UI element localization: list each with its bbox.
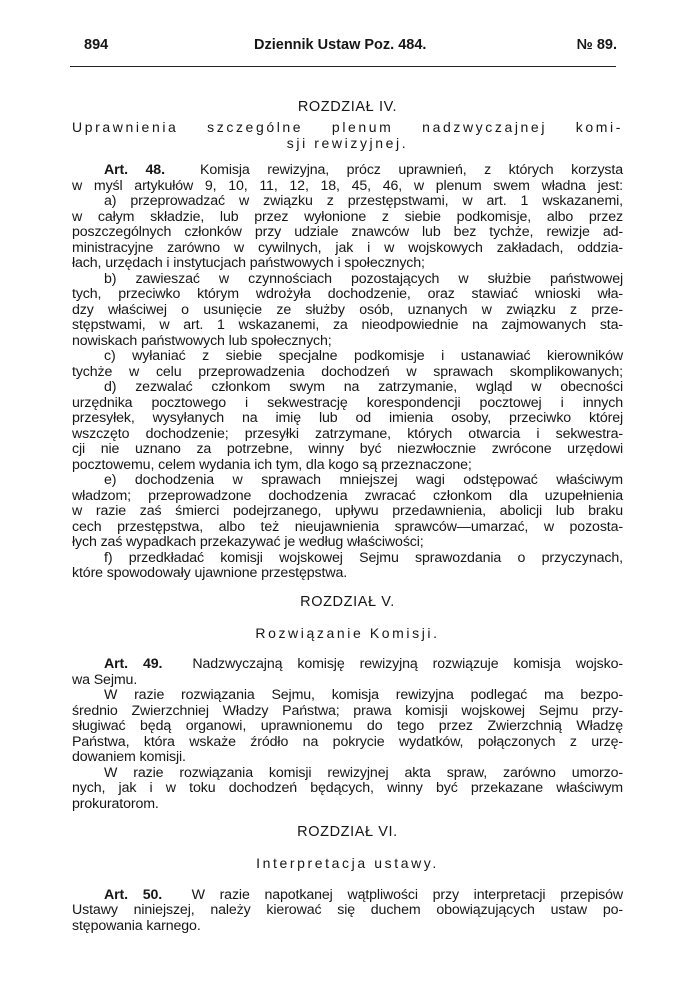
- journal-title: Dziennik Ustaw Poz. 484.: [254, 37, 427, 53]
- article-line: Państwa, która wskaże źródło na pokrycie wydatków, połączonych z urzę-: [72, 733, 623, 750]
- article-line: władzom; przeprowadzone dochodzenia zwracać członkom dla uzupełnienia: [72, 487, 623, 504]
- article-50: [72, 888, 623, 935]
- article-line: sługiwać będą organowi, uprawnionemu do tego przez Zwierzchnią Władzę: [72, 718, 623, 734]
- page-header: [84, 34, 617, 56]
- issue-number: № 89.: [576, 37, 617, 53]
- article-line: w razie zaś śmierci podejrzanego, upływu przedawnienia, abolicji lub braku: [72, 503, 623, 519]
- article-line: urzędnika pocztowego i sekwestrację korespondencji pocztowej i innych: [72, 394, 623, 411]
- article-line: poszczególnych członków przy udziale znawców lub bez tychże, rewizje ad-: [72, 224, 623, 240]
- chapter-v-heading: ROZDZIAŁ V.: [300, 593, 395, 610]
- article-line: f) przedkładać komisji wojskowej Sejmu sprawozdania o przyczynach,: [104, 549, 623, 566]
- article-line: W razie rozwiązania Sejmu, komisja rewizyjna podlegać ma bezpo-: [104, 687, 623, 703]
- article-line: cech przestępstwa, albo też nieujawnienia sprawców—umarzać, w pozosta-: [72, 518, 623, 535]
- article-line: prokuratorom.: [72, 795, 159, 812]
- chapter-iv-heading: ROZDZIAŁ IV.: [297, 99, 398, 115]
- article-line: e) dochodzenia w sprawach mniejszej wagi odstępować właściwym: [104, 472, 623, 488]
- article-line: W razie rozwiązania komisji rewizyjnej akta spraw, zarówno umorzo-: [104, 764, 623, 781]
- article-line: dzy właściwej o usunięcie ze służby osób, uznanych w związku z prze-: [72, 301, 623, 318]
- article-line: stępowania karnego.: [72, 917, 201, 934]
- article-line: Ustawy niniejszej, należy kierować się duchem obowiązujących ustaw po-: [72, 902, 623, 918]
- article-line: a) przeprowadzać w związku z przestępstwami, w art. 1 wskazanemi,: [104, 193, 623, 209]
- article-line: przesyłek, wysyłanych na imię lub od imienia osoby, przeciwko której: [72, 410, 623, 426]
- page-number: 894: [84, 37, 109, 53]
- chapter-v-title: Rozwiązanie Komisji.: [255, 624, 440, 641]
- article-line: łach, urzędach i instytucjach państwowych i społecznych;: [72, 255, 425, 271]
- article-line: które spowodowały ujawnione przestępstwa.: [72, 565, 348, 581]
- article-line: tych, przeciwko którym wdrożyła dochodzenie, oraz stawiać wnioski wła-: [72, 286, 623, 302]
- article-line: wszczęto dochodzenie; przesyłki zatrzymane, których otwarcia i sekwestra-: [72, 425, 623, 442]
- article-line: w całym składzie, lub przez wyłonione z siebie podkomisje, albo przez: [72, 208, 623, 225]
- article-line: nowiskach państwowych lub społecznych;: [72, 332, 332, 349]
- article-line: b) zawieszać w czynnościach pozostających w służbie państwowej: [104, 270, 623, 287]
- article-line: Art. 50. W razie napotkanej wątpliwości przy interpretacji przepisów: [104, 886, 623, 903]
- document-body: [72, 98, 623, 934]
- chapter-iv-title-line: Uprawnienia szczególne plenum nadzwyczajnej komi-: [72, 119, 623, 135]
- article-line: ministracyjne zarówno w cywilnych, jak i w wojskowych zakładach, oddzia-: [72, 239, 623, 256]
- article-48-label: Art. 48.: [104, 162, 165, 178]
- article-line: nych, jak i w toku dochodzeń będących, winny być przekazane właściwym: [72, 780, 623, 796]
- article-line: c) wyłaniać z siebie specjalne podkomisje i ustanawiać kierowników: [104, 348, 623, 364]
- chapter-vi-title: Interpretacja ustawy.: [256, 855, 439, 871]
- article-line: łych zaś wypadkach przekazywać je według właściwości;: [72, 534, 424, 550]
- chapter-iv-title: [72, 119, 623, 150]
- chapter-vi-heading: ROZDZIAŁ VI.: [297, 824, 398, 840]
- article-line: Art. 49. Nadzwyczajną komisję rewizyjną rozwiązuje komisja wojsko-: [104, 656, 623, 672]
- article-line: tychże w celu przeprowadzenia dochodzeń w sprawach skomplikowanych;: [72, 363, 623, 380]
- article-line: dowaniem komisji.: [72, 749, 186, 765]
- header-rule: [70, 66, 616, 67]
- article-line: pocztowemu, celem wydania ich tym, dla kogo są przeznaczone;: [72, 456, 472, 473]
- article-49: [72, 657, 623, 812]
- article-line: średnio Zwierzchniej Władzy Państwa; prawa komisji wojskowej Sejmu przy-: [72, 702, 623, 719]
- chapter-iv-title-line: sji rewizyjnej.: [286, 134, 409, 151]
- article-line: d) zezwalać członkom swym na zatrzymanie, wgląd w obecności: [104, 379, 623, 395]
- article-line: stępstwami, w art. 1 wskazanemi, za nieodpowiednie na zajmowanych sta-: [72, 317, 623, 333]
- article-line: w myśl artykułów 9, 10, 11, 12, 18, 45, 46, w plenum swem władna jest:: [72, 177, 623, 194]
- article-line: Art. 48. Komisja rewizyjna, prócz uprawnień, z których korzysta: [104, 162, 623, 178]
- article-50-label: Art. 50.: [104, 886, 163, 903]
- article-48: [72, 163, 623, 582]
- article-line: cji nie uznano za potrzebne, winny być niezwłocznie zwrócone urzędowi: [72, 441, 623, 457]
- article-line: wa Sejmu.: [72, 671, 138, 688]
- article-49-label: Art. 49.: [104, 656, 163, 672]
